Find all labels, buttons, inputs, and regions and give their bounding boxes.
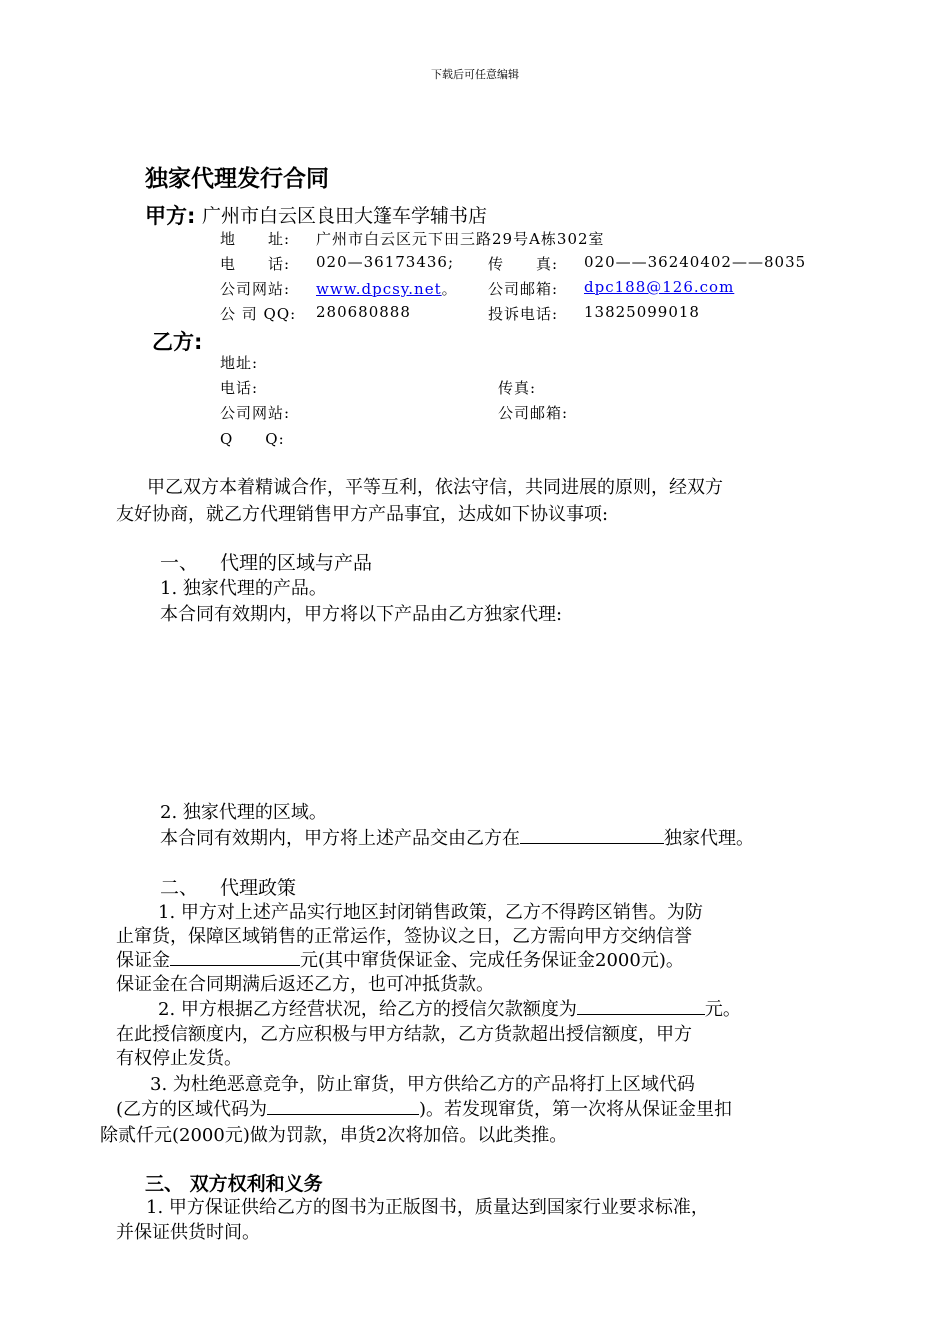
party-a-qq: 280680888 (316, 303, 411, 321)
section-2-p1-line-1: 1. 甲方对上述产品实行地区封闭销售政策，乙方不得跨区销售。为防 (158, 902, 703, 923)
region-blank[interactable] (520, 825, 664, 844)
party-b-email-label: 公司邮箱: (498, 404, 569, 422)
deposit-blank[interactable] (170, 947, 300, 966)
party-b-phone-label: 电话: (220, 379, 259, 397)
section-1-heading: 代理的区域与产品 (220, 552, 373, 574)
section-2-heading: 代理政策 (220, 877, 297, 899)
party-b-website-label: 公司网站: (220, 404, 291, 422)
section-1-item-1-text: 本合同有效期内，甲方将以下产品由乙方独家代理: (160, 604, 563, 625)
section-2-p1-line-3-post: 元(其中窜货保证金、完成任务保证金2000元)。 (300, 950, 684, 971)
section-2-p3-line-1: 3. 为杜绝恶意竞争，防止窜货，甲方供给乙方的产品将打上区域代码 (150, 1074, 695, 1095)
section-2-p1-line-4: 保证金在合同期满后返还乙方，也可冲抵货款。 (116, 974, 494, 995)
party-a-name: 广州市白云区良田大篷车学辅书店 (202, 205, 488, 227)
section-1-item-2-post: 独家代理。 (664, 828, 754, 849)
section-2-p2-line-1 (158, 995, 741, 1021)
party-a-address-label: 地 址: (220, 230, 291, 248)
party-a-fax: 020——36240402——8035 (584, 253, 807, 271)
party-a-website-link[interactable]: www.dpcsy.net (316, 280, 442, 298)
section-3-heading: 三、 双方权利和义务 (145, 1173, 323, 1195)
section-1-item-1: 1. 独家代理的产品。 (160, 578, 327, 599)
party-a-complaint: 13825099018 (584, 303, 700, 321)
section-2-p2-line-3: 有权停止发货。 (116, 1048, 242, 1069)
credit-limit-blank[interactable] (577, 996, 705, 1015)
section-2-p3-line-2-pre: (乙方的区域代码为 (116, 1099, 268, 1120)
party-a-phone: 020—36173436; (316, 253, 455, 271)
party-b-label: 乙方: (152, 330, 203, 354)
intro-line-2: 友好协商，就乙方代理销售甲方产品事宜，达成如下协议事项: (116, 504, 609, 525)
party-a-website-suffix: 。 (441, 280, 458, 298)
header-note: 下载后可任意编辑 (431, 68, 519, 81)
party-b-address-label: 地址: (220, 354, 259, 372)
section-1-item-2-line (160, 824, 754, 850)
party-a-fax-label: 传 真: (488, 255, 559, 273)
section-2-p1-line-3 (116, 946, 684, 972)
party-a-email-label: 公司邮箱: (488, 280, 559, 298)
section-3-p1-line-2: 并保证供货时间。 (116, 1222, 260, 1243)
section-2-p1-line-3-pre: 保证金 (116, 950, 170, 971)
section-3-p1-line-1: 1. 甲方保证供给乙方的图书为正版图书，质量达到国家行业要求标准， (146, 1197, 709, 1218)
intro-line-1: 甲乙双方本着精诚合作，平等互利，依法守信，共同进展的原则，经双方 (147, 477, 723, 498)
section-2-number: 二、 (160, 877, 199, 899)
section-2-p1-line-2: 止窜货，保障区域销售的正常运作，签协议之日，乙方需向甲方交纳信誉 (116, 926, 692, 947)
section-2-p3-line-2-post: )。若发现窜货，第一次将从保证金里扣 (419, 1099, 733, 1120)
region-code-blank[interactable] (267, 1096, 419, 1115)
party-a-qq-label: 公 司 QQ: (220, 305, 297, 323)
party-a-phone-label: 电 话: (220, 255, 291, 273)
section-1-number: 一、 (160, 552, 199, 574)
party-a-label: 甲方: (145, 204, 196, 228)
section-1-item-2-pre: 本合同有效期内，甲方将上述产品交由乙方在 (160, 828, 520, 849)
party-b-qq-label: Q Q: (220, 430, 285, 448)
section-2-p2-line-1-pre: 2. 甲方根据乙方经营状况，给乙方的授信欠款额度为 (158, 999, 577, 1020)
party-a-website-label: 公司网站: (220, 280, 291, 298)
party-a-email-link[interactable]: dpc188@126.com (584, 278, 735, 296)
party-b-fax-label: 传真: (498, 379, 537, 397)
section-2-p2-line-2: 在此授信额度内，乙方应积极与甲方结款，乙方货款超出授信额度，甲方 (116, 1024, 692, 1045)
party-a-address: 广州市白云区元下田三路29号A栋302室 (316, 230, 605, 248)
document-title: 独家代理发行合同 (145, 166, 329, 192)
section-2-p3-line-2 (116, 1095, 732, 1121)
party-a-website-wrap (316, 278, 458, 299)
section-2-p3-line-3: 除贰仟元(2000元)做为罚款，串货2次将加倍。以此类推。 (100, 1125, 568, 1146)
section-2-p2-line-1-post: 元。 (704, 999, 741, 1020)
section-1-item-2: 2. 独家代理的区域。 (160, 802, 327, 823)
party-a-complaint-label: 投诉电话: (488, 305, 559, 323)
